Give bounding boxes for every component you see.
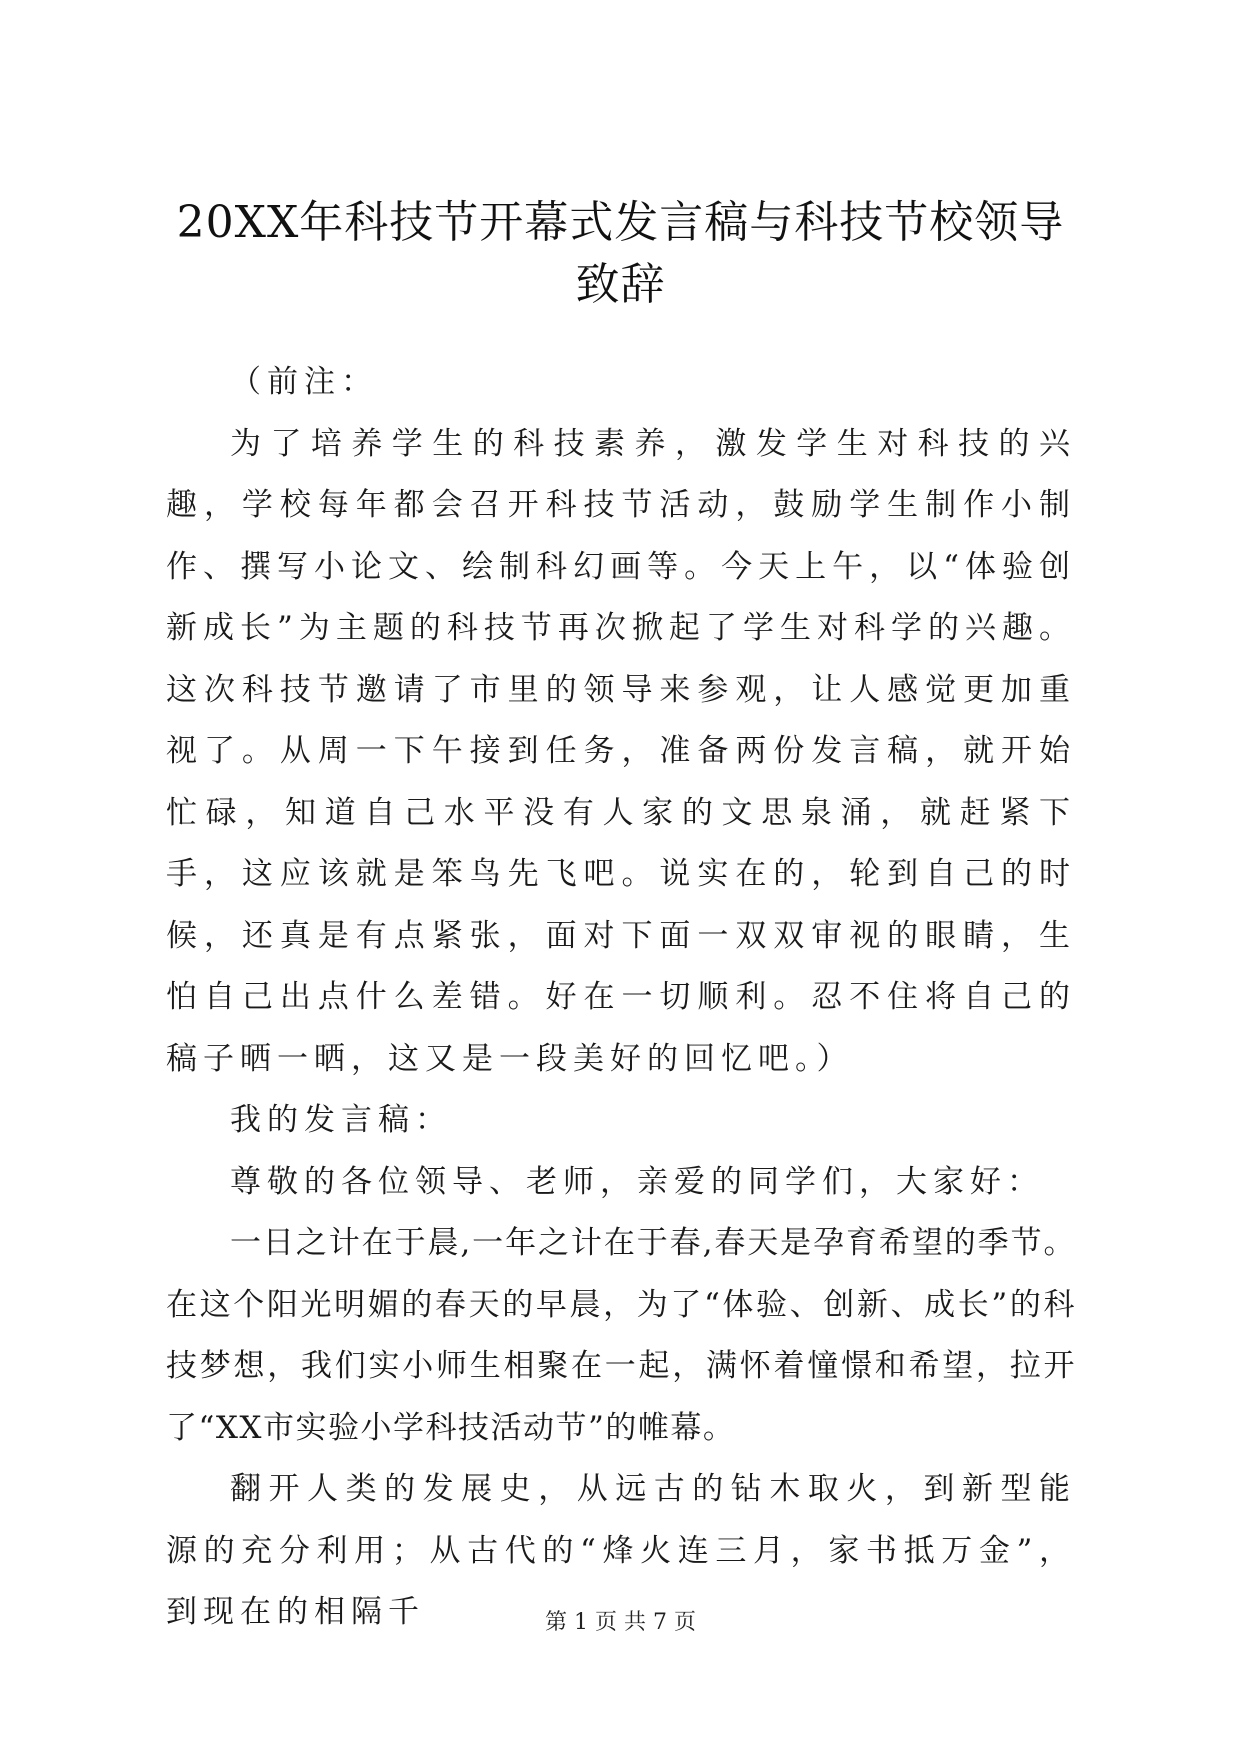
paragraph-preface: 为了培养学生的科技素养，激发学生对科技的兴趣，学校每年都会召开科技节活动，鼓励学生制作小制作、撰写小论文、绘制科幻画等。今天上午，以“体验创新成长”为主题的科技节再次掀起了学生对科学的兴趣。这次科技节邀请了市里的领导来参观，让人感觉更加重视了。从周一下午接到任务，准备两份发言稿，就开始忙碌，知道自己水平没有人家的文思泉涌，就赶紧下手，这应该就是笨鸟先飞吧。说实在的，轮到自己的时候，还真是有点紧张，面对下面一双双审视的眼睛，生怕自己出点什么差错。好在一切顺利。忍不住将自己的稿子晒一晒，这又是一段美好的回忆吧。） xyxy=(166,425,1076,1077)
paragraph-history: 翻开人类的发展史，从远古的钻木取火，到新型能源的充分利用；从古代的“烽火连三月，家书抵万金”，到现在的相隔千 xyxy=(166,1471,1076,1630)
paragraph-preface-label: （前注： xyxy=(230,364,378,400)
paragraph-opening: 一日之计在于晨,一年之计在于春,春天是孕育希望的季节。在这个阳光明媚的春天的早晨，为了“体验、创新、成长”的科技梦想，我们实小师生相聚在一起，满怀着憧憬和希望，拉开了“XX市实验小学科技活动节”的帷幕。 xyxy=(166,1225,1076,1446)
title-line-2: 致辞 xyxy=(575,259,666,310)
paragraph-speech-label: 我的发言稿： xyxy=(230,1102,452,1138)
title-line-1: 20XX年科技节开幕式发言稿与科技节校领导 xyxy=(176,197,1065,248)
page-number-footer: 第 1 页 共 7 页 xyxy=(545,1610,696,1635)
document-body xyxy=(166,352,1076,1644)
document-title xyxy=(150,192,1091,316)
paragraph-greeting: 尊敬的各位领导、老师，亲爱的同学们，大家好： xyxy=(230,1163,1044,1200)
